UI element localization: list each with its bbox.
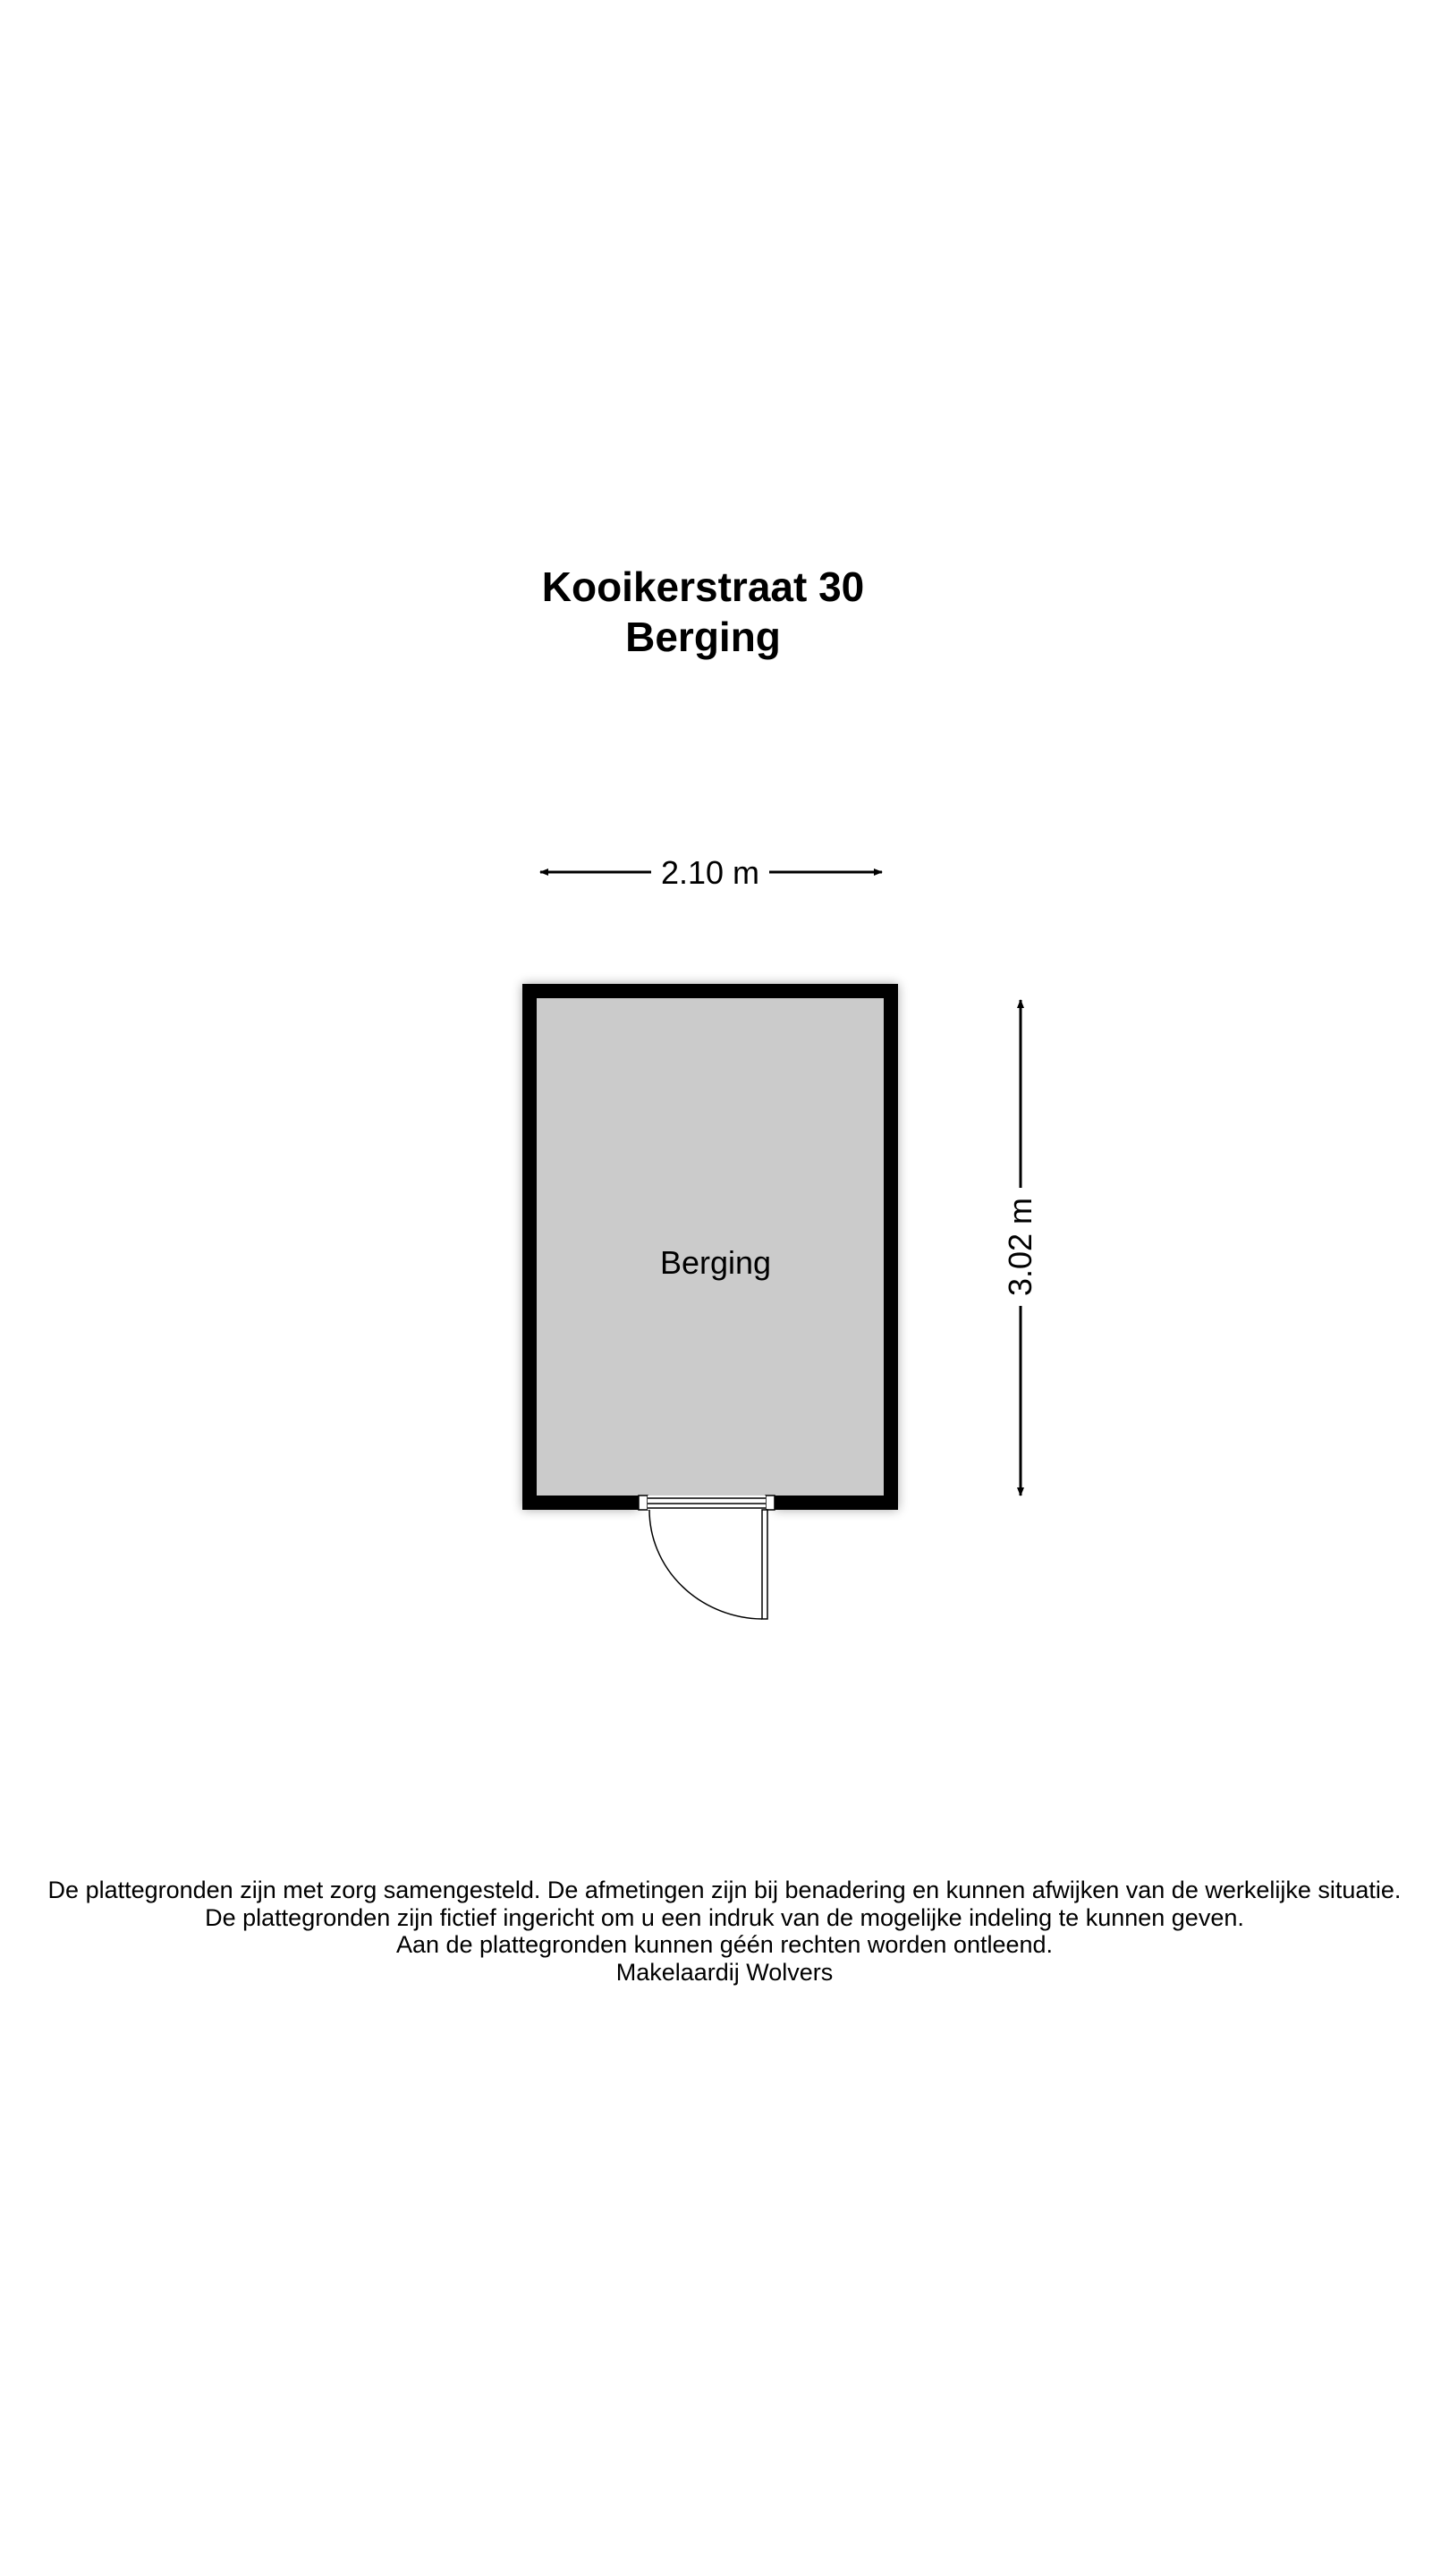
disclaimer-line: De plattegronden zijn fictief ingericht om u een indruk van de mogelijke indeling te kunnen geven. (205, 1903, 1244, 1931)
room-berging (522, 984, 898, 1510)
disclaimer-line: De plattegronden zijn met zorg samengesteld. De afmetingen zijn bij benadering en kunnen afwijken van de werkelijke situatie. (47, 1877, 1402, 1903)
depth-dimension-label: 3.02 m (1002, 1197, 1038, 1297)
room-label: Berging (659, 1244, 772, 1281)
door-jamb-right (766, 1496, 775, 1510)
door-jamb-left (639, 1496, 648, 1510)
agency-name: Makelaardij Wolvers (615, 1958, 834, 1986)
disclaimer (0, 1877, 1449, 1986)
floor-title: Berging (625, 614, 781, 660)
door-leaf (762, 1510, 767, 1619)
depth-dimension (1002, 1000, 1038, 1496)
address-title: Kooikerstraat 30 (541, 564, 865, 610)
width-dimension-label: 2.10 m (660, 854, 760, 891)
width-dimension (540, 854, 882, 891)
door-swing-arc (649, 1510, 762, 1619)
door (639, 1496, 775, 1619)
disclaimer-line: Aan de plattegronden kunnen géén rechten worden ontleend. (395, 1931, 1054, 1958)
